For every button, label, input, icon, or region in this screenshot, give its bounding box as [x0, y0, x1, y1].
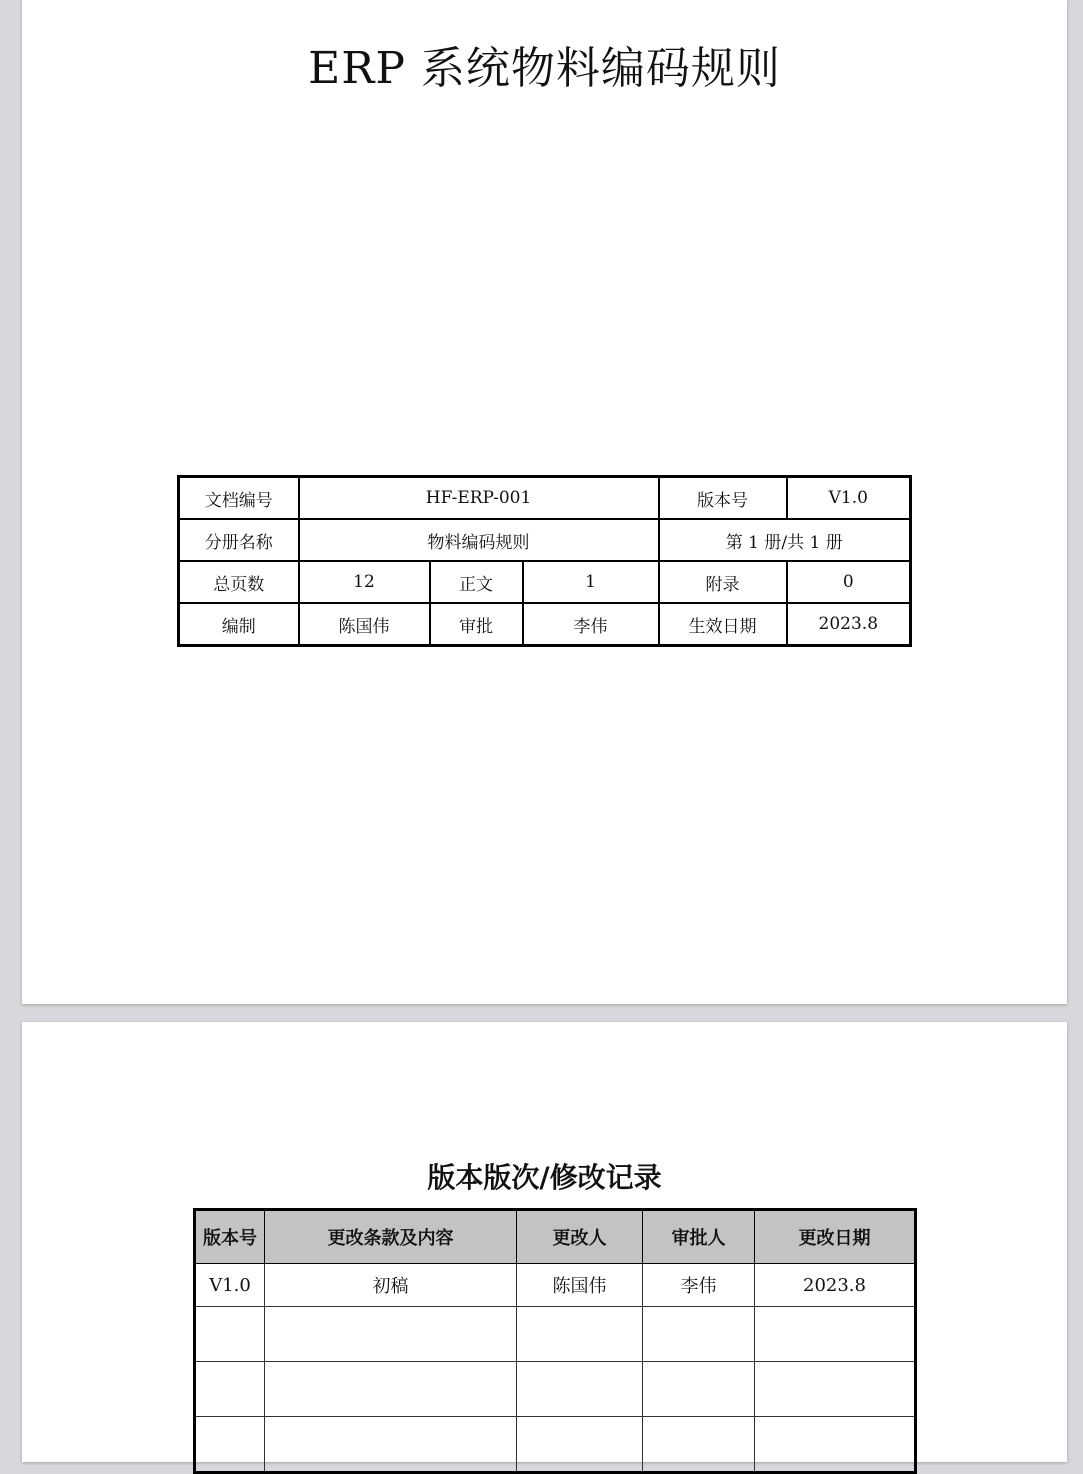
cell-approver: [643, 1417, 755, 1473]
cell-version: [195, 1307, 265, 1362]
doc-no-value: HF-ERP-001: [299, 477, 659, 520]
total-pages-value: 12: [299, 561, 430, 603]
cell-date: [755, 1417, 916, 1473]
document-page-2: [22, 1022, 1067, 1462]
doc-no-label: 文档编号: [179, 477, 299, 520]
revision-header-row: [195, 1210, 916, 1264]
col-header-version: 版本号: [195, 1210, 265, 1264]
version-value: V1.0: [787, 477, 911, 520]
cell-changer: 陈国伟: [517, 1264, 643, 1307]
document-title: ERP 系统物料编码规则: [308, 43, 781, 94]
volume-name-label: 分册名称: [179, 519, 299, 561]
col-header-approver: 审批人: [643, 1210, 755, 1264]
document-page-1: [22, 0, 1067, 1004]
body-value: 1: [523, 561, 659, 603]
document-info-table: [177, 475, 912, 647]
compiled-label: 编制: [179, 603, 299, 646]
col-header-changes: 更改条款及内容: [265, 1210, 517, 1264]
body-label: 正文: [430, 561, 523, 603]
approved-value: 李伟: [523, 603, 659, 646]
volume-name-value: 物料编码规则: [299, 519, 659, 561]
volume-count: 第 1 册/共 1 册: [659, 519, 911, 561]
cell-changes: [265, 1307, 517, 1362]
compiled-value: 陈国伟: [299, 603, 430, 646]
revision-title: 版本版次/修改记录: [427, 1161, 662, 1194]
table-row: [195, 1307, 916, 1362]
cell-changes: 初稿: [265, 1264, 517, 1307]
cell-changes: [265, 1362, 517, 1417]
cell-version: [195, 1417, 265, 1473]
cell-approver: [643, 1307, 755, 1362]
cell-changer: [517, 1417, 643, 1473]
info-row-doc-no: [179, 477, 911, 520]
total-pages-label: 总页数: [179, 561, 299, 603]
cell-changer: [517, 1307, 643, 1362]
version-label: 版本号: [659, 477, 787, 520]
table-row: [195, 1417, 916, 1473]
cell-approver: 李伟: [643, 1264, 755, 1307]
effective-date-value: 2023.8: [787, 603, 911, 646]
info-row-pages: [179, 561, 911, 603]
table-row: [195, 1362, 916, 1417]
cell-version: V1.0: [195, 1264, 265, 1307]
table-row: [195, 1264, 916, 1307]
revision-table: [193, 1208, 917, 1474]
col-header-changer: 更改人: [517, 1210, 643, 1264]
cell-date: 2023.8: [755, 1264, 916, 1307]
cell-version: [195, 1362, 265, 1417]
cell-date: [755, 1362, 916, 1417]
info-row-volume: [179, 519, 911, 561]
cell-approver: [643, 1362, 755, 1417]
effective-date-label: 生效日期: [659, 603, 787, 646]
appendix-value: 0: [787, 561, 911, 603]
approved-label: 审批: [430, 603, 523, 646]
cell-date: [755, 1307, 916, 1362]
cell-changes: [265, 1417, 517, 1473]
appendix-label: 附录: [659, 561, 787, 603]
info-row-authors: [179, 603, 911, 646]
cell-changer: [517, 1362, 643, 1417]
col-header-date: 更改日期: [755, 1210, 916, 1264]
